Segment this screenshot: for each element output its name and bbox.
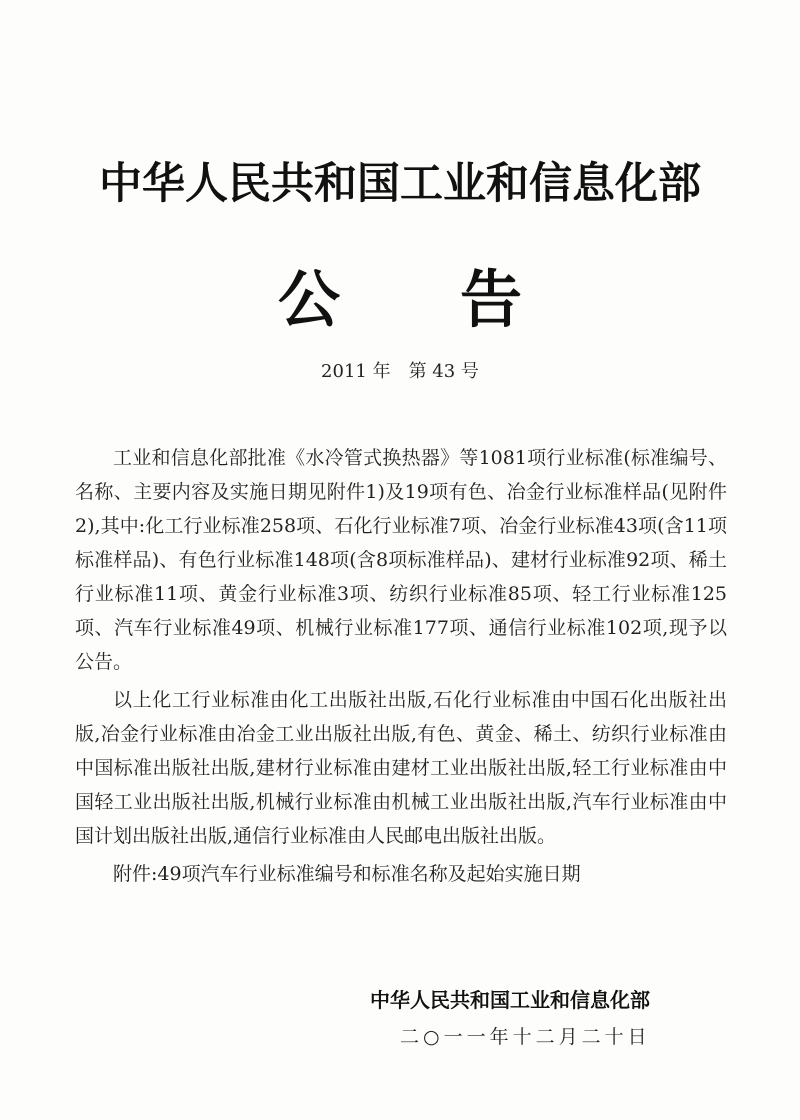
issue-year: 2011 年	[321, 361, 391, 382]
body-paragraph-1: 工业和信息化部批准《水冷管式换热器》等1081项行业标准(标准编号、名称、主要内容及实施日期见附件1)及19项有色、冶金行业标准样品(见附件2),其中:化工行业标准258项、石化行业标准7项、冶金行业标准43项(含11项标准样品)、有色行业标准148项(含8项标准样品)、建材行业标准92项、稀土行业标准11项、黄金行业标准3项、纺织行业标准85项、轻工行业标准125项、汽车行业标准49项、机械行业标准177项、通信行业标准102项,现予以公告。	[75, 447, 727, 673]
notice-title-char-2: 告	[460, 263, 523, 336]
notice-title-char-1: 公	[277, 263, 340, 336]
signature-organization: 中华人民共和国工业和信息化部	[370, 988, 650, 1012]
notice-body	[75, 441, 727, 895]
ministry-title: 中华人民共和国工业和信息化部	[99, 159, 701, 209]
attachment-line: 附件:49项汽车行业标准编号和标准名称及起始实施日期	[113, 863, 581, 885]
body-paragraph-2: 以上化工行业标准由化工出版社出版,石化行业标准由中国石化出版社出版,冶金行业标准由冶金工业出版社出版,有色、黄金、稀土、纺织行业标准由中国标准出版社出版,建材行业标准由建材工业出版社出版,轻工行业标准由中国轻工业出版社出版,机械行业标准由机械工业出版社出版,汽车行业标准由中国计划出版社出版,通信行业标准由人民邮电出版社出版。	[75, 689, 727, 847]
notice-title	[0, 250, 800, 339]
issue-number	[0, 357, 800, 383]
issue-no: 第 43 号	[408, 361, 479, 382]
signature-date: 二○一一年十二月二十日	[400, 1026, 651, 1048]
